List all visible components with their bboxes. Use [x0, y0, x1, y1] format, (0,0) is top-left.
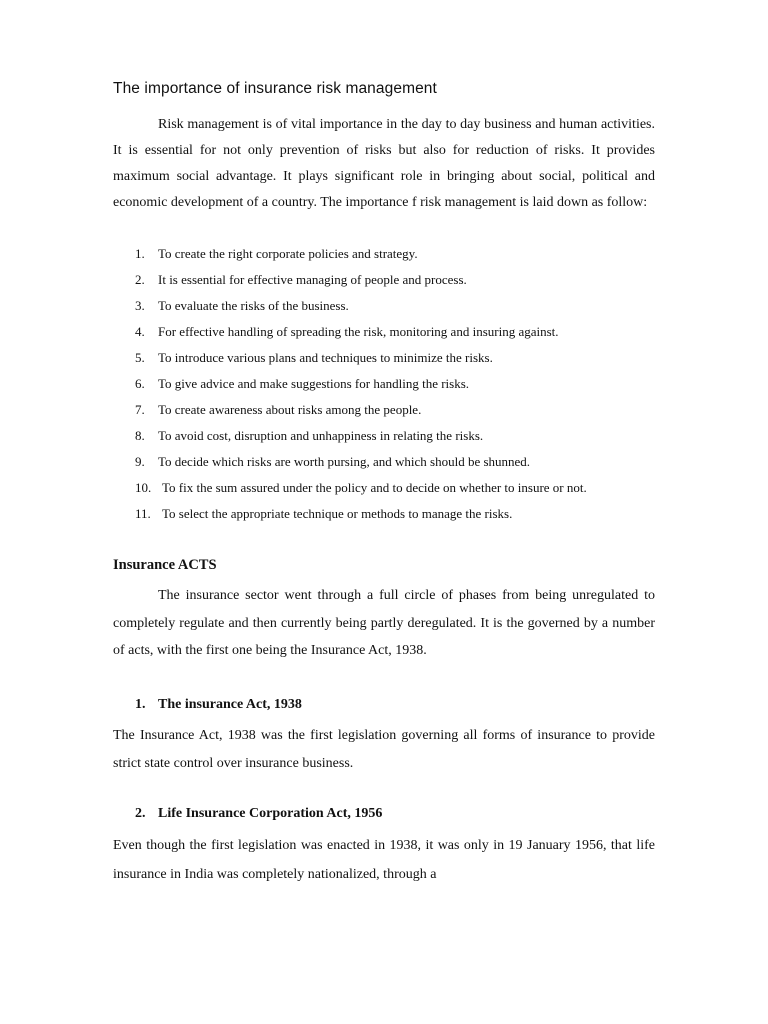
- list-item: [113, 371, 673, 397]
- list-item-number: 2.: [135, 272, 145, 287]
- acts-paragraph: The insurance sector went through a full circle of phases from being unregulated to completely regulate and then currently being partly deregulated. It is the governed by a number of acts, with the first one being the Insurance Act, 1938.: [113, 588, 655, 658]
- list-item: [113, 319, 673, 345]
- list-item-number: 11.: [135, 506, 151, 521]
- document-title: The importance of insurance risk management: [113, 80, 437, 97]
- list-item-text: To give advice and make suggestions for handling the risks.: [158, 376, 470, 391]
- intro-paragraph: Risk management is of vital importance in the day to day business and human activities. It is essential for not only prevention of risks but also for reduction of risks. It provides maximum social advantage. It plays significant role in bringing about social, political and economic development of a country. The importance f risk management is laid down as follow:: [113, 117, 655, 210]
- list-item-number: 7.: [135, 402, 145, 417]
- list-item-number: 10.: [135, 480, 152, 495]
- list-item-number: 5.: [135, 350, 145, 365]
- list-item: [113, 293, 673, 319]
- list-item-number: 1.: [135, 246, 145, 261]
- list-item-text: To introduce various plans and techniques to minimize the risks.: [158, 350, 493, 365]
- list-item: [113, 423, 673, 449]
- act1-title: The insurance Act, 1938: [158, 697, 302, 712]
- list-item-text: To evaluate the risks of the business.: [158, 298, 349, 313]
- list-item: [113, 449, 673, 475]
- act2-title: Life Insurance Corporation Act, 1956: [158, 806, 383, 821]
- list-item-text: To fix the sum assured under the policy and to decide on whether to insure or not.: [162, 480, 587, 495]
- acts-heading: Insurance ACTS: [113, 557, 217, 573]
- list-item: [113, 397, 673, 423]
- list-item-text: To create awareness about risks among the people.: [158, 402, 422, 417]
- list-item: [113, 475, 673, 501]
- list-item: [113, 241, 673, 267]
- act2-number: 2.: [135, 806, 146, 821]
- list-item: [113, 345, 673, 371]
- act2-heading: [135, 806, 382, 822]
- act1-number: 1.: [135, 697, 146, 712]
- list-item-number: 3.: [135, 298, 145, 313]
- list-item-text: To avoid cost, disruption and unhappiness in relating the risks.: [158, 428, 484, 443]
- list-item-text: To select the appropriate technique or methods to manage the risks.: [162, 506, 513, 521]
- list-item-number: 4.: [135, 324, 145, 339]
- list-item-number: 9.: [135, 454, 145, 469]
- list-item-number: 8.: [135, 428, 145, 443]
- list-item-text: It is essential for effective managing of people and process.: [158, 272, 467, 287]
- list-item: [113, 501, 673, 527]
- list-item-text: To create the right corporate policies and strategy.: [158, 246, 418, 261]
- act2-paragraph: Even though the first legislation was enacted in 1938, it was only in 19 January 1956, that life insurance in India was completely nationalized, through a: [113, 838, 655, 882]
- list-item-text: For effective handling of spreading the risk, monitoring and insuring against.: [158, 324, 559, 339]
- act1-paragraph: The Insurance Act, 1938 was the first legislation governing all forms of insurance to provide strict state control over insurance business.: [113, 728, 655, 771]
- list-item: [113, 267, 673, 293]
- list-item-number: 6.: [135, 376, 145, 391]
- list-item-text: To decide which risks are worth pursing, and which should be shunned.: [158, 454, 531, 469]
- importance-list: [113, 241, 673, 527]
- act1-heading: [135, 697, 302, 713]
